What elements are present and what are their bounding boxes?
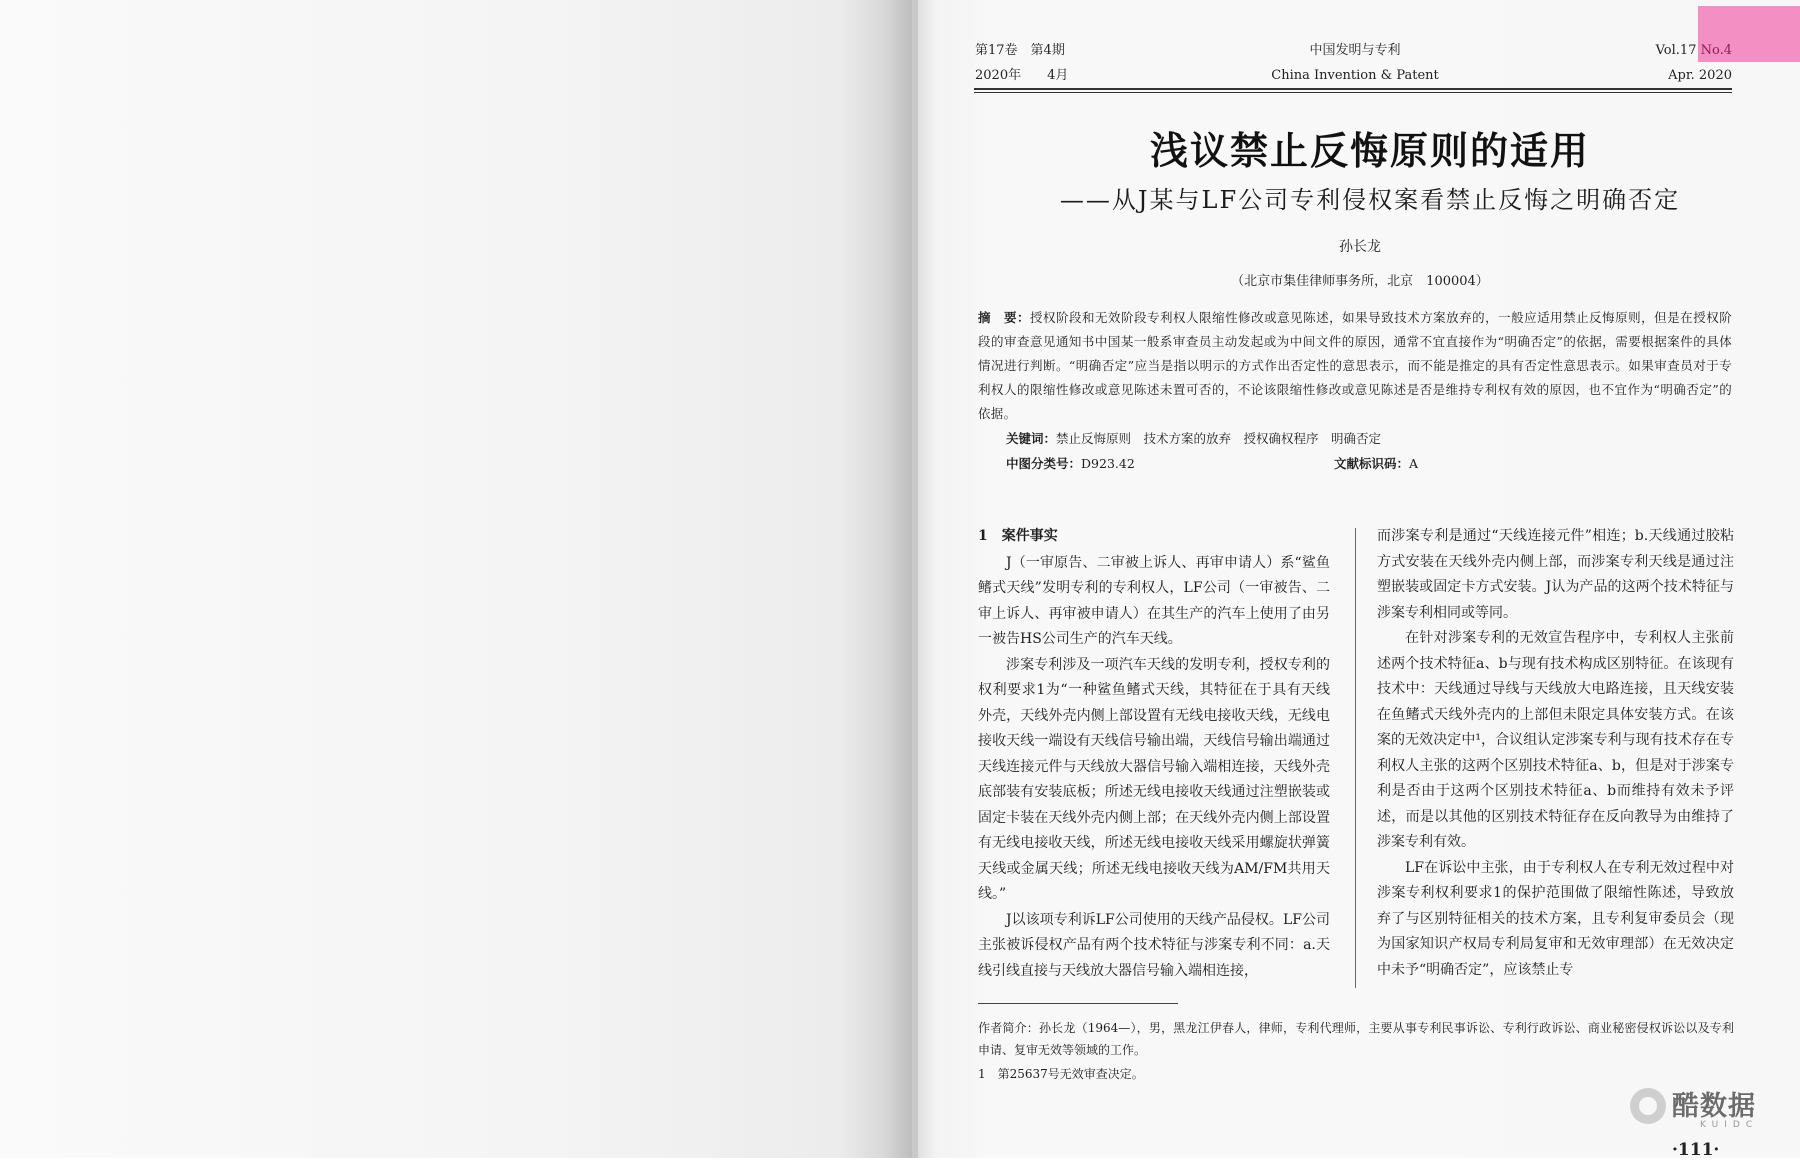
keywords-text: 禁止反悔原则 技术方案的放弃 授权确权程序 明确否定 <box>1056 431 1382 446</box>
body-column-left <box>978 524 1330 984</box>
abstract-text: 授权阶段和无效阶段专利权人限缩性修改或意见陈述，如果导致技术方案放弃的，一般应适用禁止反悔原则，但是在授权阶段的审查意见通知书中国某一般系审查员主动发起或为中间文件的原因，通常不宜直接作为“明确否定”的依据，需要根据案件的具体情况进行判断。“明确否定”应当是指以明示的方式作出否定性的意思表示，而不能是推定的具有否定性意思表示。如果审查员对于专利权人的限缩性修改或意见陈述未置可否的，不论该限缩性修改或意见陈述是否是维持专利权有效的原因，也不宜作为“明确否定”的依据。 <box>978 310 1732 421</box>
paragraph: J（一审原告、二审被上诉人、再审申请人）系“鲨鱼鳍式天线”发明专利的专利权人，LF公司（一审被告、二审上诉人、再审被申请人）在其生产的汽车上使用了由另一被告HS公司生产的汽车天线。 <box>978 554 1330 647</box>
author-bio-footnote: 作者简介：孙长龙（1964—），男，黑龙江伊春人，律师，专利代理师，主要从事专利民事诉讼、专利行政诉讼、商业秘密侵权诉讼以及专利申请、复审无效等领域的工作。 <box>978 1021 1734 1057</box>
section-title: 案件事实 <box>1001 528 1058 544</box>
issue-date: 2020年 4月 <box>975 68 1069 83</box>
journal-name-cn: 中国发明与专利 <box>1309 43 1401 58</box>
paragraph: 在针对涉案专利的无效宣告程序中，专利权人主张前述两个技术特征a、b与现有技术构成区别特征。在该现有技术中：天线通过导线与天线放大电路连接，且天线安装在鱼鳍式天线外壳内的上部但未限定具体安装方式。在该案的无效决定中¹，合议组认定涉案专利与现有技术存在专利权人主张的这两个区别技术特征a、b，但是对于涉案专利是否由于这两个区别技术特征a、b而维持有效未予评述，而是以其他的区别技术特征存在反向教导为由维持了涉案专利有效。 <box>1377 630 1734 850</box>
volume-en: Vol.17 <box>1655 43 1697 58</box>
section-heading <box>978 524 1330 550</box>
paragraph: 而涉案专利是通过“天线连接元件”相连；b.天线通过胶粘方式安装在天线外壳内侧上部，而涉案专利天线是通过注塑嵌装或固定卡方式安装。J认为产品的这两个技术特征与涉案专利相同或等同。 <box>1377 528 1734 621</box>
page-number: ·111· <box>1672 1140 1720 1160</box>
footnote-rule <box>978 1003 1178 1004</box>
number-en: No.4 <box>1700 43 1732 58</box>
classification-label: 中图分类号： <box>1006 456 1082 471</box>
date-en: Apr. 2020 <box>1668 68 1732 83</box>
logo-subtext: KUIDC <box>1700 1120 1759 1130</box>
article-subtitle: ——从J某与LF公司专利侵权案看禁止反悔之明确否定 <box>1059 186 1681 214</box>
journal-issue-info <box>975 38 1068 88</box>
document-code <box>1334 452 1418 476</box>
paragraph: 涉案专利涉及一项汽车天线的发明专利，授权专利的权利要求1为“一种鲨鱼鳍式天线，其特征在于具有天线外壳，天线外壳内侧上部设置有无线电接收天线，无线电接收天线一端设有天线信号输出端，天线信号输出端通过天线连接元件与天线放大器信号输入端相连接，天线外壳底部装有安装底板；所述无线电接收天线通过注塑嵌装或固定卡装在天线外壳内侧上部；在天线外壳内侧上部设置有无线电接收天线，所述无线电接收天线采用螺旋状弹簧天线或金属天线；所述无线电接收天线为AM/FM共用天线。” <box>978 656 1330 902</box>
paragraph: LF在诉讼中主张，由于专利权人在专利无效过程中对涉案专利权利要求1的保护范围做了限缩性陈述，导致放弃了与区别特征相关的技术方案，且专利复审委员会（现为国家知识产权局专利局复审和无效审理部）在无效决定中未予“明确否定”，应该禁止专 <box>1377 859 1734 978</box>
header-rule <box>974 88 1732 90</box>
abstract-label: 摘 要： <box>978 310 1031 325</box>
column-divider <box>1355 528 1356 988</box>
body-column-right <box>1377 524 1734 983</box>
logo-brand: 酷数据 <box>1672 1091 1756 1122</box>
logo-ring-icon <box>1630 1088 1666 1124</box>
classification <box>1006 452 1135 476</box>
abstract <box>978 306 1732 426</box>
watermark-logo <box>1630 1082 1780 1138</box>
article-title: 浅议禁止反悔原则的适用 <box>1149 128 1590 173</box>
paragraph: J以该项专利诉LF公司使用的天线产品侵权。LF公司主张被诉侵权产品有两个技术特征与涉案专利不同：a.天线引线直接与天线放大器信号输入端相连接， <box>978 911 1330 979</box>
author-name: 孙长龙 <box>1339 239 1381 255</box>
author-affiliation: （北京市集佳律师事务所，北京 100004） <box>1231 274 1489 289</box>
classification-value: D923.42 <box>1081 456 1135 471</box>
journal-name-en: China Invention & Patent <box>1271 68 1439 83</box>
document-code-label: 文献标识码： <box>1334 456 1410 471</box>
reference-footnote: 1 第25637号无效审查决定。 <box>978 1067 1144 1081</box>
journal-name <box>1240 38 1470 88</box>
issue-volume: 第17卷 第4期 <box>975 43 1065 58</box>
journal-issue-info-en <box>1620 38 1732 88</box>
keywords-label: 关键词： <box>1006 431 1057 446</box>
header-rule-thin <box>974 92 1732 93</box>
keywords <box>1006 427 1726 451</box>
document-code-value: A <box>1409 456 1419 471</box>
section-number: 1 <box>978 528 988 544</box>
